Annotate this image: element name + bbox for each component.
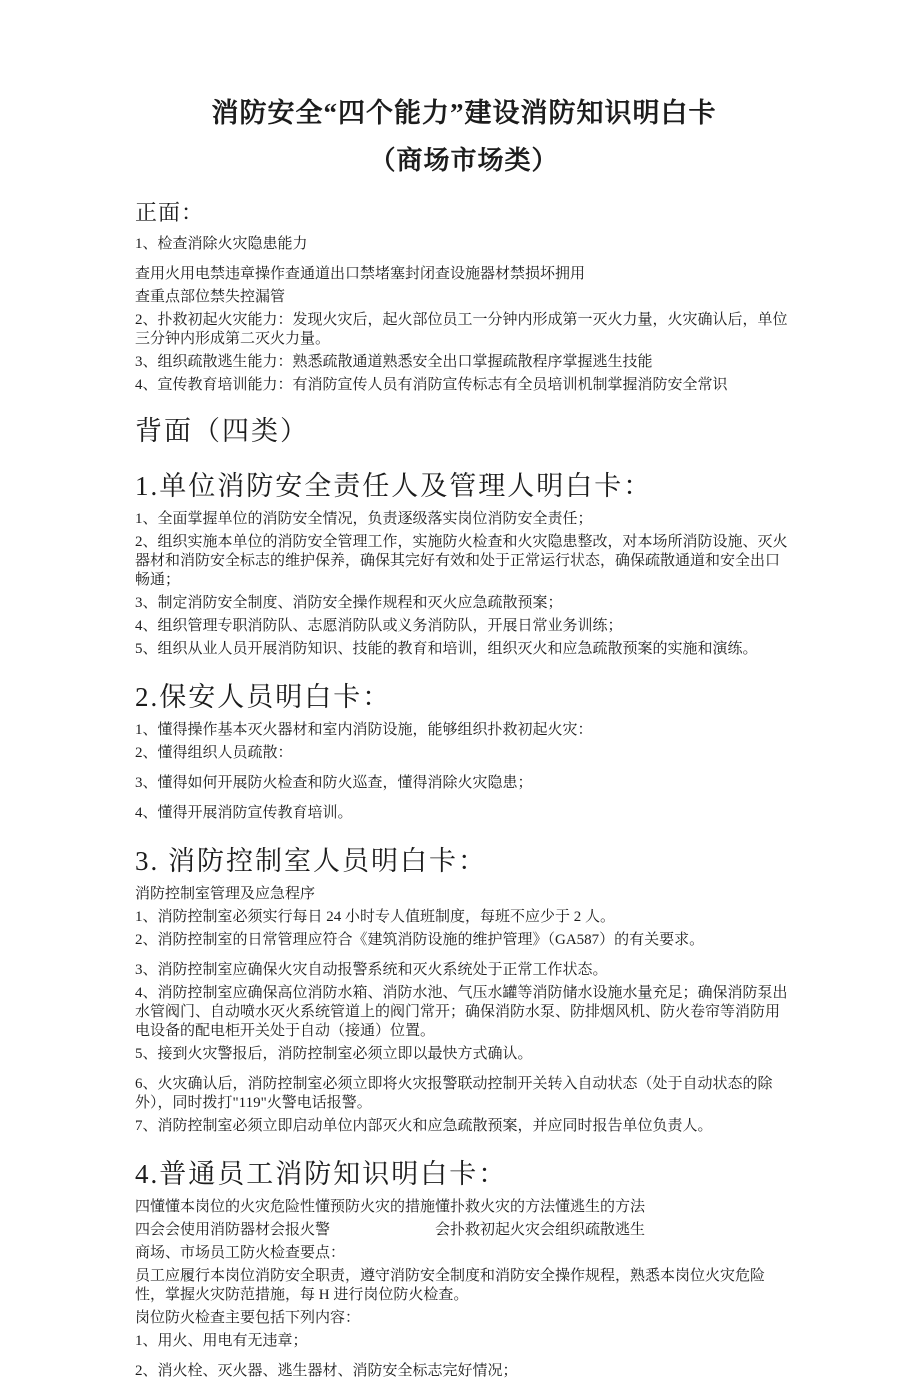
section-paragraph: 4、懂得开展消防宣传教育培训。 — [135, 805, 353, 821]
front-paragraph: 1、检查消除火灾隐患能力 — [135, 236, 308, 252]
doc-subtitle: （商场市场类） — [369, 146, 559, 175]
section-paragraph: 商场、市场员工防火检查要点： — [135, 1245, 346, 1261]
front-paragraph: 4、宣传教育培训能力：有消防宣传人员有消防宣传标志有全员培训机制掌握消防安全常识 — [135, 377, 728, 393]
section-paragraph: 2、组织实施本单位的消防安全管理工作，实施防火检查和火灾隐患整改，对本场所消防设施、灭火器材和消防安全标志的维护保养，确保其完好有效和处于正常运行状态，确保疏散通道和安全出口畅通； — [135, 534, 788, 588]
section-paragraph: 5、接到火灾警报后，消防控制室必须立即以最快方式确认。 — [135, 1046, 533, 1062]
section-paragraph: 4、组织管理专职消防队、志愿消防队或义务消防队，开展日常业务训练； — [135, 618, 623, 634]
document-content — [135, 96, 793, 1381]
section-paragraph: 5、组织从业人员开展消防知识、技能的教育和培训，组织灭火和应急疏散预案的实施和演练。 — [135, 641, 758, 657]
section-heading-2: 2.保安人员明白卡： — [135, 682, 392, 712]
section-heading-1: 1.单位消防安全责任人及管理人明白卡： — [135, 471, 653, 501]
section-paragraph: 2、消火栓、灭火器、逃生器材、消防安全标志完好情况； — [135, 1363, 518, 1379]
section-paragraph: 2、消防控制室的日常管理应符合《建筑消防设施的维护管理》（GA587）的有关要求。 — [135, 932, 705, 948]
front-paragraph: 2、扑救初起火灾能力：发现火灾后，起火部位员工一分钟内形成第一灭火力量，火灾确认后，单位三分钟内形成第二灭火力量。 — [135, 312, 788, 347]
section-paragraph: 岗位防火检查主要包括下列内容： — [135, 1310, 361, 1326]
section-paragraph: 7、消防控制室必须立即启动单位内部灭火和应急疏散预案，并应同时报告单位负责人。 — [135, 1118, 713, 1134]
doc-title: 消防安全“四个能力”建设消防知识明白卡 — [211, 98, 717, 128]
section-paragraph: 3、懂得如何开展防火检查和防火巡查，懂得消除火灾隐患； — [135, 775, 533, 791]
section-paragraph: 1、用火、用电有无违章； — [135, 1333, 308, 1349]
section-paragraph: 3、消防控制室应确保火灾自动报警系统和灭火系统处于正常工作状态。 — [135, 962, 608, 978]
front-heading: 正面： — [135, 200, 205, 225]
section-paragraph: 2、懂得组织人员疏散： — [135, 745, 293, 761]
section-heading-3: 3. 消防控制室人员明白卡： — [135, 846, 487, 876]
section-paragraph: 3、制定消防安全制度、消防安全操作规程和灭火应急疏散预案； — [135, 595, 563, 611]
section-lead: 消防控制室管理及应急程序 — [135, 886, 316, 902]
front-paragraph: 查重点部位禁失控漏管 — [135, 289, 286, 305]
section-paragraph: 1、消防控制室必须实行每日 24 小时专人值班制度，每班不应少于 2 人。 — [135, 909, 616, 925]
section-paragraph: 4、消防控制室应确保高位消防水箱、消防水池、气压水罐等消防储水设施水量充足；确保消防泵出水管阀门、自动喷水灭火系统管道上的阀门常开；确保消防水泵、防排烟风机、防火卷帘等消防用电设备的配电柜开关处于自动（接通）位置。 — [135, 985, 788, 1039]
back-heading: 背面（四类） — [135, 416, 309, 446]
section-paragraph: 1、懂得操作基本灭火器材和室内消防设施，能够组织扑救初起火灾： — [135, 722, 593, 738]
section-paragraph: 6、火灾确认后，消防控制室必须立即将火灾报警联动控制开关转入自动状态（处于自动状态的除外），同时拨打"119"火警电话报警。 — [135, 1076, 773, 1111]
front-paragraph: 3、组织疏散逃生能力：熟悉疏散通道熟悉安全出口掌握疏散程序掌握逃生技能 — [135, 354, 653, 370]
front-paragraph: 查用火用电禁违章操作查通道出口禁堵塞封闭查设施器材禁损坏拥用 — [135, 266, 586, 282]
section-paragraph: 四懂懂本岗位的火灾危险性懂预防火灾的措施懂扑救火灾的方法懂逃生的方法 — [135, 1199, 646, 1215]
section-heading-4: 4.普通员工消防知识明白卡： — [135, 1159, 508, 1189]
section-paragraph: 四会会使用消防器材会报火警 会扑救初起火灾会组织疏散逃生 — [135, 1222, 646, 1238]
section-paragraph: 1、全面掌握单位的消防安全情况，负责逐级落实岗位消防安全责任； — [135, 511, 593, 527]
section-paragraph: 员工应履行本岗位消防安全职责，遵守消防安全制度和消防安全操作规程，熟悉本岗位火灾危险性，掌握火灾防范措施，每 H 进行岗位防火检查。 — [135, 1268, 766, 1303]
